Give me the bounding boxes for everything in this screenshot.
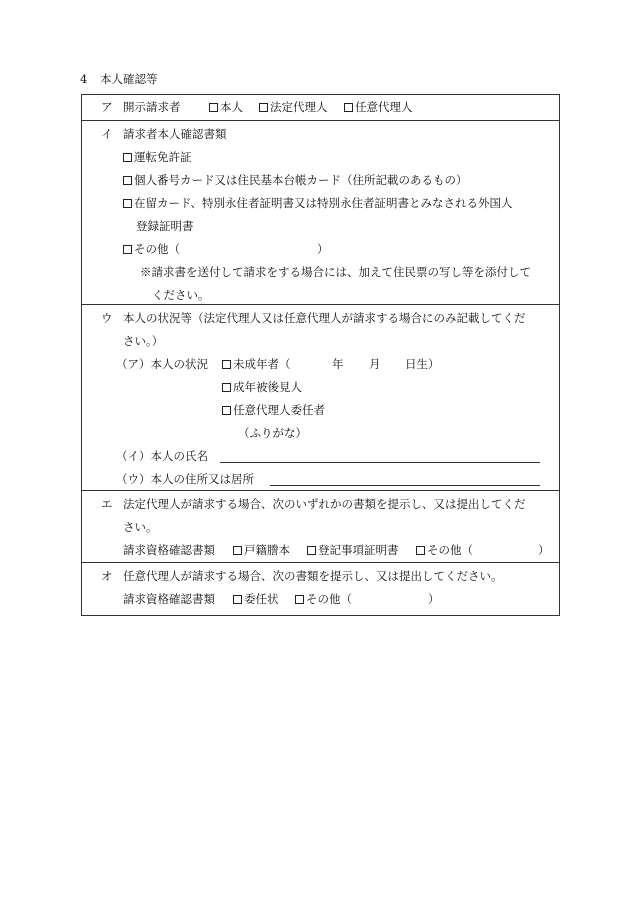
option-legal-agent[interactable]: 法定代理人 [259,102,328,114]
checkbox-other-voluntary[interactable] [295,595,304,604]
option-adult-guardian[interactable]: 成年被後見人 [222,382,302,394]
option-voluntary-agent[interactable]: 任意代理人 [344,102,413,114]
checkbox-power-of-attorney[interactable] [233,595,242,604]
identity-confirmation-form [81,94,560,616]
option-other-voluntary[interactable]: その他（ [295,594,352,606]
section-number: 4 [80,72,88,86]
option-principal[interactable]: 任意代理人委任者 [222,405,325,417]
principal-status-text-line2: さい。） [123,334,164,348]
legal-agent-text-line2: さい。 [123,520,158,534]
mail-note-line1: ※請求書を送付して請求をする場合には、加えて住民票の写し等を添付して [140,265,531,279]
id-documents-label: 請求者本人確認書類 [123,127,227,141]
principal-name-field[interactable] [220,462,540,463]
section-id-documents [82,121,559,305]
option-power-of-attorney[interactable]: 委任状 [233,594,279,606]
checkbox-other-id[interactable] [123,245,132,254]
checkbox-other-legal[interactable] [416,546,425,555]
option-other-id[interactable]: その他（ [123,244,180,256]
checkbox-voluntary-agent[interactable] [344,103,353,112]
birth-day-label: 日生） [405,357,440,371]
principal-address-label: （ウ）本人の住所又は居所 [116,472,254,486]
principal-status-text-line1: 本人の状況等（法定代理人又は任意代理人が請求する場合にのみ記載してくだ [123,311,526,325]
status-label: （ア）本人の状況 [116,357,208,371]
checkbox-my-number-card[interactable] [123,176,132,185]
marker-e: エ [101,497,113,511]
principal-address-field[interactable] [270,485,540,486]
option-other-legal[interactable]: その他（ [416,545,473,557]
other-id-close: ） [317,242,329,256]
marker-u: ウ [101,311,113,325]
option-family-register[interactable]: 戸籍謄本 [233,545,290,557]
marker-a: ア [101,100,113,114]
requester-label: 開示請求者 [123,100,181,114]
option-minor[interactable]: 未成年者（ [222,359,291,371]
option-my-number-card[interactable]: 個人番号カード又は住民基本台帳カード（住所記載のあるもの） [123,175,468,187]
section-voluntary-agent-docs [82,563,559,615]
voluntary-agent-doc-label: 請求資格確認書類 [123,592,215,606]
checkbox-family-register[interactable] [233,546,242,555]
option-registry-certificate[interactable]: 登記事項証明書 [307,545,399,557]
other-legal-close: ） [538,543,550,557]
checkbox-minor[interactable] [222,360,231,369]
principal-name-label: （イ）本人の氏名 [116,449,208,463]
checkbox-principal[interactable] [222,406,231,415]
section-legal-agent-docs [82,491,559,563]
checkbox-adult-guardian[interactable] [222,383,231,392]
other-voluntary-close: ） [428,592,440,606]
birth-year-label: 年 [332,357,344,371]
section-requester [82,95,559,121]
section-heading [80,74,158,86]
option-drivers-license[interactable]: 運転免許証 [123,152,192,164]
legal-agent-text-line1: 法定代理人が請求する場合、次のいずれかの書類を提示し、又は提出してくだ [123,497,526,511]
option-self[interactable]: 本人 [209,102,243,114]
voluntary-agent-text: 任意代理人が請求する場合、次の書類を提示し、又は提出してください。 [123,569,503,583]
section-title: 本人確認等 [100,72,158,86]
mail-note-line2: ください。 [152,288,210,302]
option-residence-card[interactable]: 在留カード、特別永住者証明書又は特別永住者証明書とみなされる外国人 [123,198,512,210]
checkbox-self[interactable] [209,103,218,112]
section-principal-status [82,305,559,491]
legal-agent-doc-label: 請求資格確認書類 [123,543,215,557]
checkbox-registry-certificate[interactable] [307,546,316,555]
marker-i: イ [101,127,113,141]
option-residence-card-cont: 登録証明書 [136,219,194,233]
marker-o: オ [101,569,113,583]
checkbox-legal-agent[interactable] [259,103,268,112]
checkbox-residence-card[interactable] [123,199,132,208]
furigana-label: （ふりがな） [238,426,307,440]
checkbox-drivers-license[interactable] [123,153,132,162]
birth-month-label: 月 [369,357,381,371]
